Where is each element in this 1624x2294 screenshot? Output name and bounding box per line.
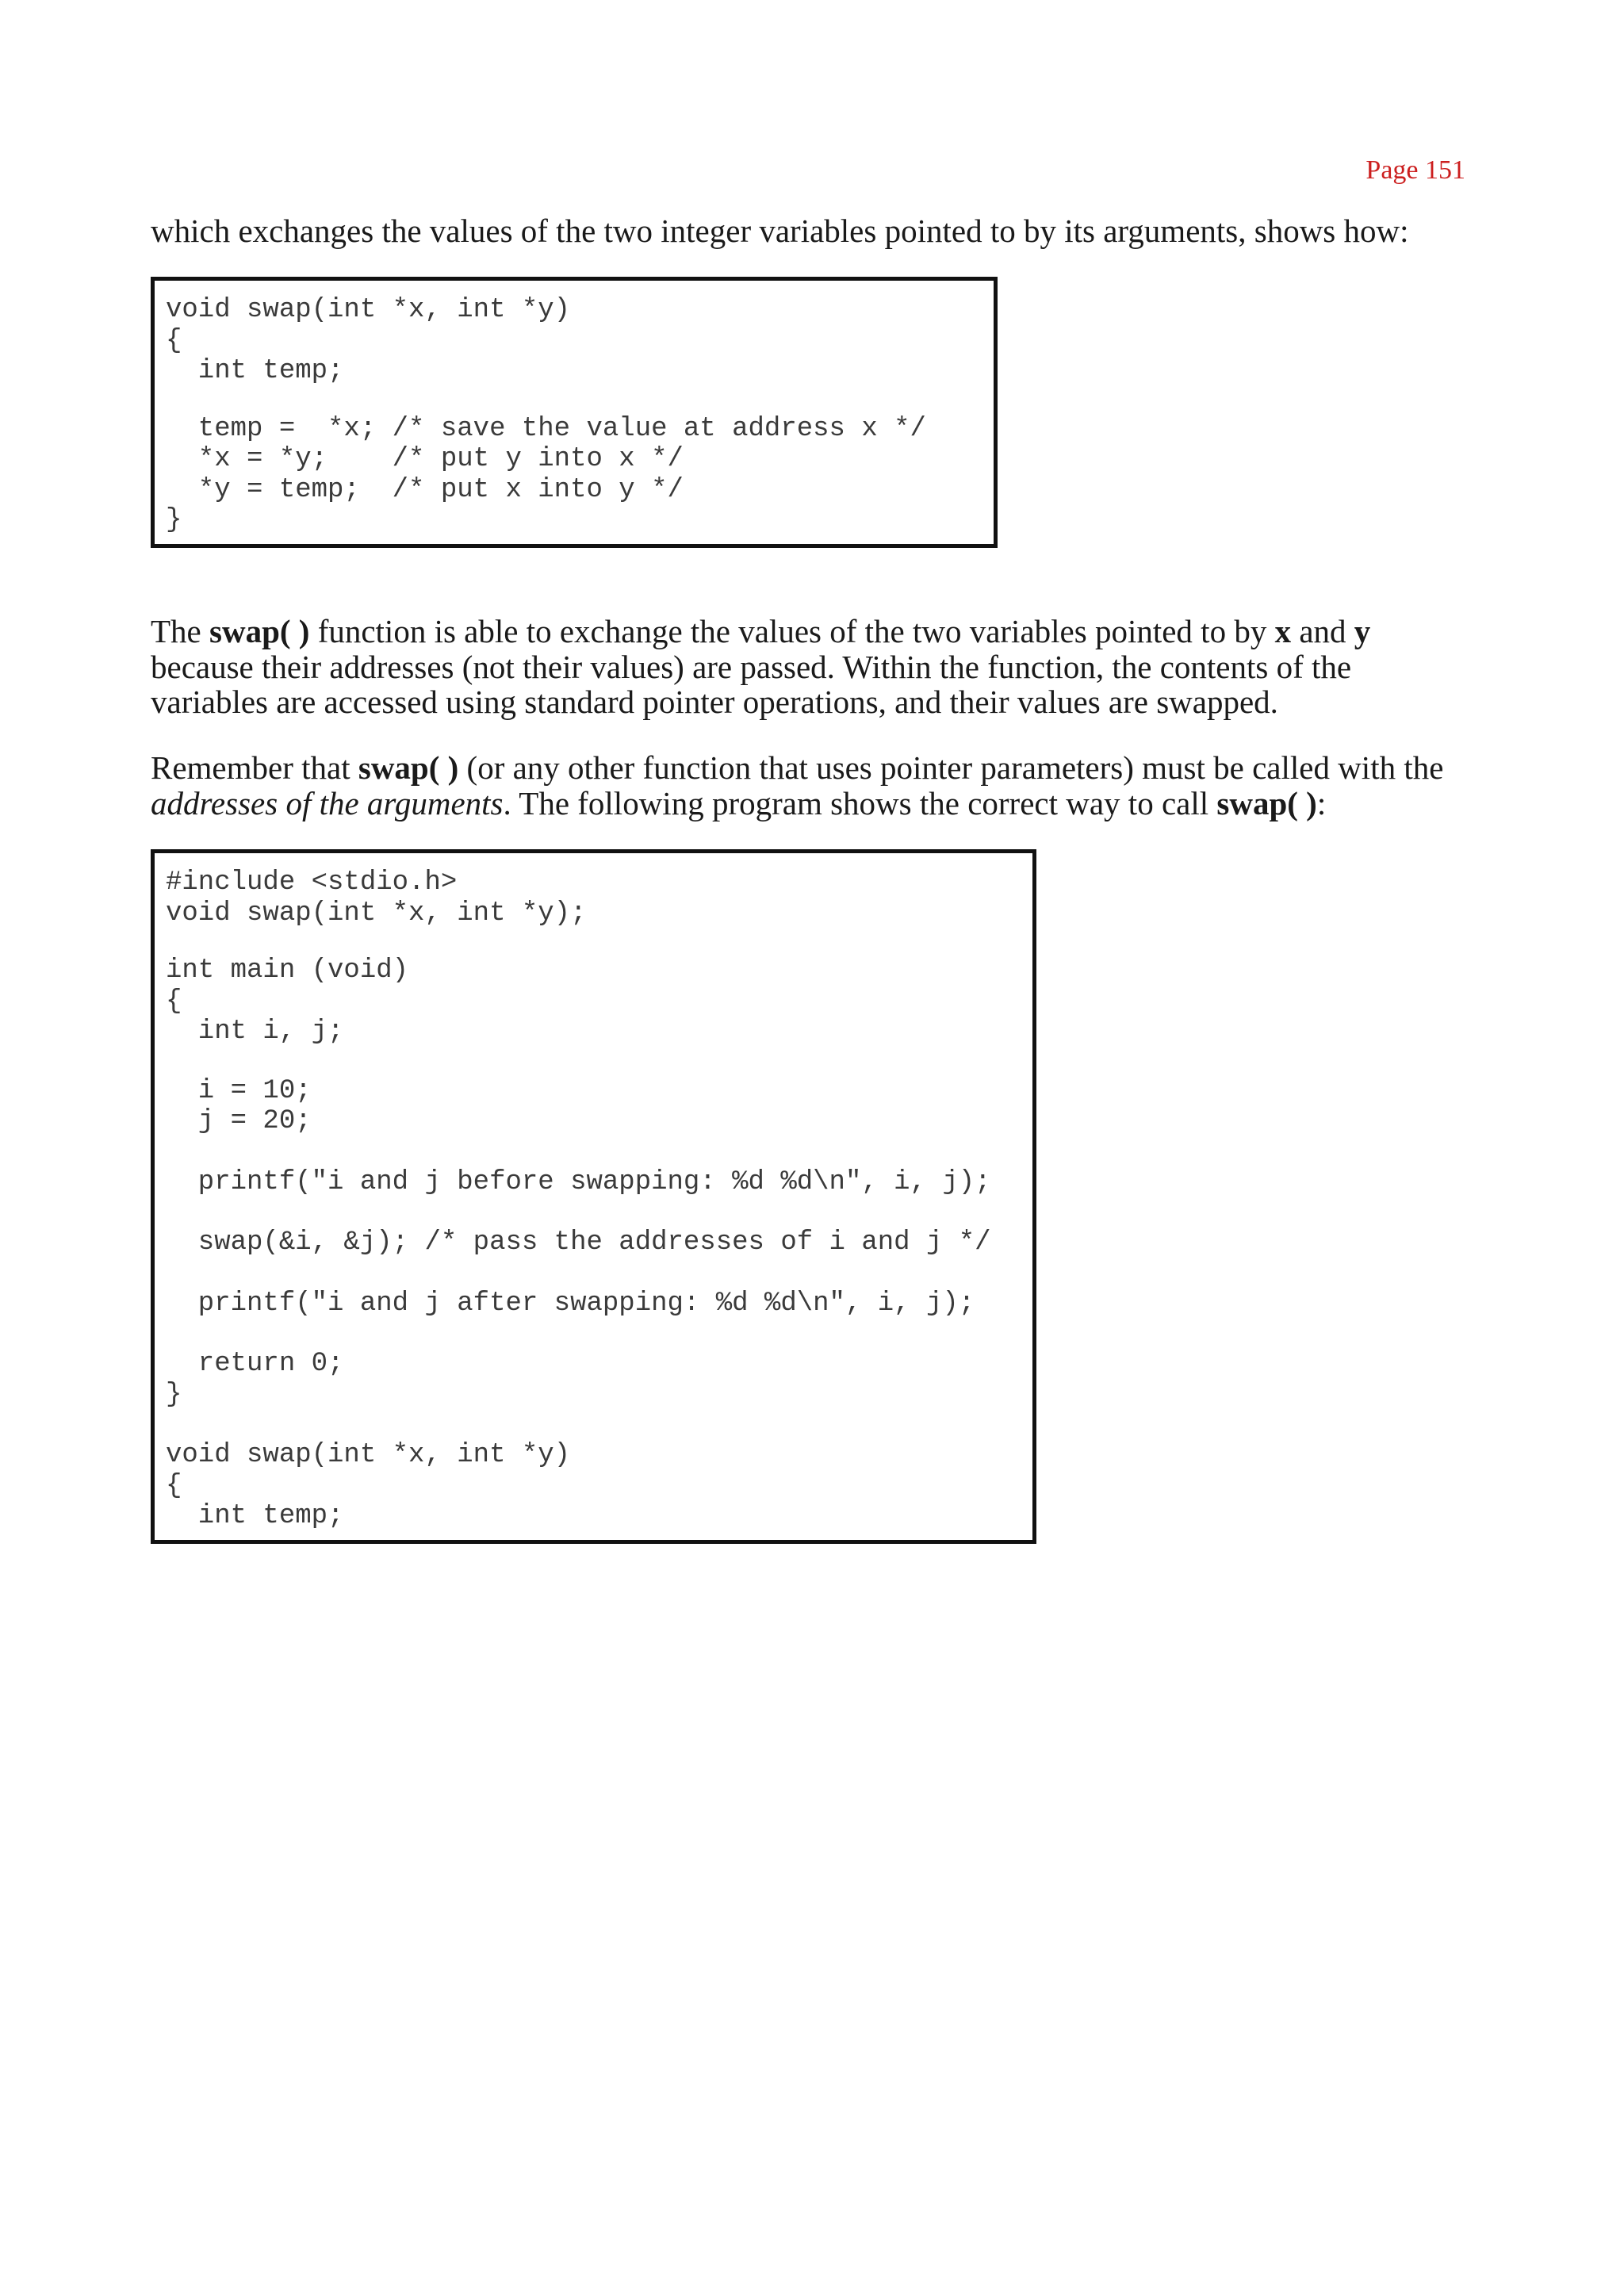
code-line: *y = temp; /* put x into y */ xyxy=(166,474,684,505)
code-line xyxy=(166,1137,991,1167)
code-block-swap-function xyxy=(151,277,998,548)
paragraph-line: The swap( ) function is able to exchange the values of the two variables pointed to by x and y xyxy=(151,613,1371,649)
code-term: swap( ) xyxy=(1216,785,1317,821)
code-line xyxy=(166,387,926,414)
code-line xyxy=(166,1047,991,1076)
code-line: printf("i and j after swapping: %d %d\n", i, j); xyxy=(166,1288,975,1319)
code-listing xyxy=(166,867,991,1532)
code-line xyxy=(166,929,991,956)
code-line xyxy=(166,1410,991,1440)
code-line: { xyxy=(166,1470,182,1501)
code-line: #include <stdio.h> xyxy=(166,867,458,898)
code-line: *x = *y; /* put y into x */ xyxy=(166,444,684,474)
emphasis-text: addresses of the arguments xyxy=(151,785,504,821)
code-line: i = 10; xyxy=(166,1075,312,1106)
code-term: y xyxy=(1354,613,1371,649)
code-line: } xyxy=(166,505,182,535)
code-line: return 0; xyxy=(166,1349,344,1379)
code-line: { xyxy=(166,325,182,356)
code-line: int main (void) xyxy=(166,956,409,986)
paragraph-line: because their addresses (not their values) are passed. Within the function, the contents of the xyxy=(151,649,1352,685)
code-line: int temp; xyxy=(166,356,344,386)
code-line: printf("i and j before swapping: %d %d\n", i, j); xyxy=(166,1166,991,1197)
code-line: void swap(int *x, int *y); xyxy=(166,898,587,929)
code-line xyxy=(166,1319,991,1349)
code-line: int i, j; xyxy=(166,1017,344,1047)
code-line: int temp; xyxy=(166,1501,344,1531)
code-line xyxy=(166,1197,991,1227)
code-line: { xyxy=(166,986,182,1017)
code-term: swap( ) xyxy=(358,749,459,786)
code-line: void swap(int *x, int *y) xyxy=(166,1440,571,1470)
code-line: j = 20; xyxy=(166,1106,312,1136)
code-listing xyxy=(166,295,926,536)
code-term: swap( ) xyxy=(209,613,310,649)
code-line: swap(&i, &j); /* pass the addresses of i and j */ xyxy=(166,1227,991,1258)
paragraph-line: variables are accessed using standard pointer operations, and their values are swapped. xyxy=(151,684,1278,720)
page-number: Page 151 xyxy=(1365,155,1465,185)
code-line: } xyxy=(166,1379,182,1410)
code-line: void swap(int *x, int *y) xyxy=(166,295,571,325)
intro-paragraph: which exchanges the values of the two integer variables pointed to by its arguments, shows how: xyxy=(151,213,1409,249)
code-block-swap-program xyxy=(151,849,1036,1544)
code-term: x xyxy=(1274,613,1292,649)
code-line: temp = *x; /* save the value at address x */ xyxy=(166,413,926,444)
code-line xyxy=(166,1258,991,1289)
paragraph-line: Remember that swap( ) (or any other function that uses pointer parameters) must be called with the xyxy=(151,749,1444,786)
paragraph-line: addresses of the arguments. The following program shows the correct way to call swap( ): xyxy=(151,785,1327,821)
